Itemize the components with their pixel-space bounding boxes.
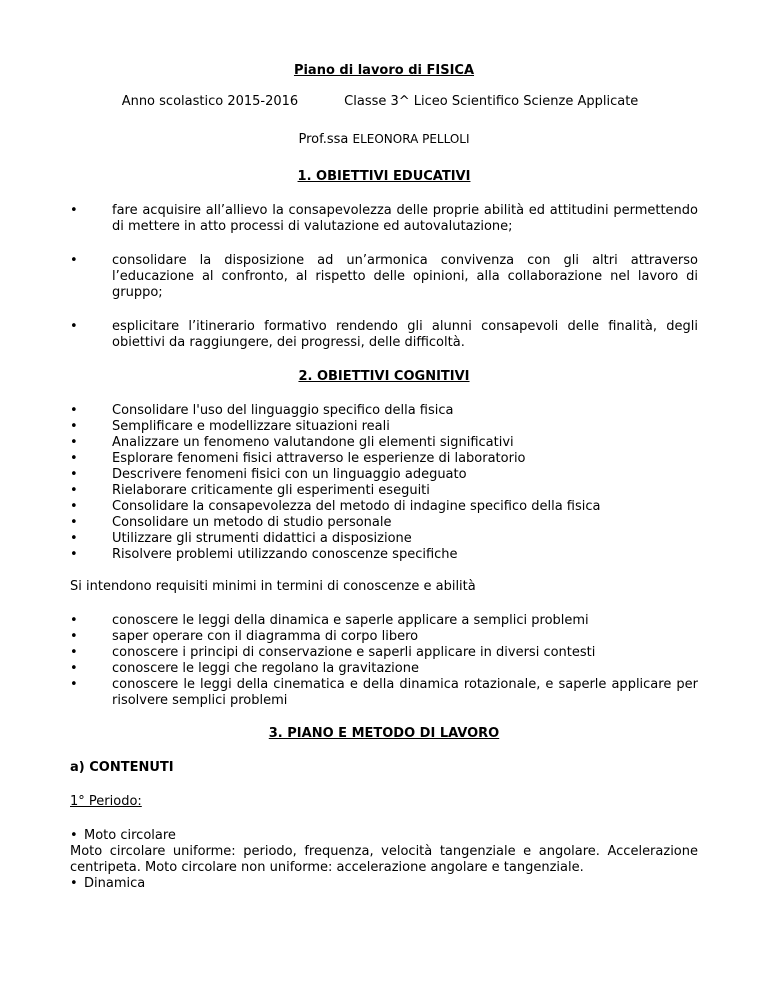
- school-year: Anno scolastico 2015-2016: [121, 94, 299, 109]
- list-item-text: Risolvere problemi utilizzando conoscenze specifiche: [112, 547, 458, 562]
- list-item: [70, 203, 698, 235]
- bullet-icon: •: [70, 499, 78, 514]
- list-item: [70, 547, 698, 563]
- bullet-icon: •: [70, 876, 78, 891]
- list-item-text: Consolidare un metodo di studio personale: [112, 515, 392, 530]
- list-item: [70, 435, 698, 451]
- list-item: [70, 403, 698, 419]
- list-item-text: conoscere le leggi che regolano la gravitazione: [112, 661, 419, 676]
- section-heading-obiettivi-cognitivi: 2. OBIETTIVI COGNITIVI: [298, 369, 470, 384]
- bullet-icon: •: [70, 419, 78, 434]
- list-item-text: Analizzare un fenomeno valutandone gli elementi significativi: [112, 435, 514, 450]
- list-item: [70, 499, 698, 515]
- subtitle-row: [70, 94, 698, 110]
- bullet-icon: •: [70, 319, 78, 334]
- obiettivi-cognitivi-list: [70, 403, 698, 563]
- list-item: [70, 629, 698, 645]
- obiettivi-educativi-list: [70, 203, 698, 351]
- list-item: [70, 515, 698, 531]
- bullet-icon: •: [70, 483, 78, 498]
- list-item: [70, 645, 698, 661]
- list-item: [70, 483, 698, 499]
- bullet-icon: •: [70, 531, 78, 546]
- bullet-icon: •: [70, 451, 78, 466]
- topic-label: Moto circolare: [84, 828, 176, 843]
- bullet-icon: •: [70, 677, 78, 692]
- bullet-icon: •: [70, 629, 78, 644]
- bullet-icon: •: [70, 645, 78, 660]
- list-item-text: saper operare con il diagramma di corpo libero: [112, 629, 419, 644]
- requisiti-list: [70, 613, 698, 709]
- bullet-icon: •: [70, 467, 78, 482]
- section-heading-piano-metodo: 3. PIANO E METODO DI LAVORO: [268, 726, 500, 741]
- list-item: [70, 419, 698, 435]
- list-item: [70, 451, 698, 467]
- list-item: [70, 613, 698, 629]
- list-item-text: conoscere le leggi della cinematica e della dinamica rotazionale, e saperle applicare per risolvere semplici problemi: [112, 677, 698, 708]
- bullet-icon: •: [70, 403, 78, 418]
- list-item-text: conoscere le leggi della dinamica e saperle applicare a semplici problemi: [112, 613, 589, 628]
- list-item: [70, 319, 698, 351]
- list-item-text: Consolidare l'uso del linguaggio specifico della fisica: [112, 403, 454, 418]
- bullet-icon: •: [70, 253, 78, 268]
- list-item: [70, 677, 698, 709]
- requisiti-intro: Si intendono requisiti minimi in termini di conoscenze e abilità: [70, 579, 476, 594]
- bullet-icon: •: [70, 828, 78, 843]
- bullet-icon: •: [70, 547, 78, 562]
- period-label: 1° Periodo:: [70, 794, 142, 809]
- list-item-text: esplicitare l’itinerario formativo rendendo gli alunni consapevoli delle finalità, degli obiettivi da raggiungere, dei progressi, delle difficoltà.: [112, 319, 698, 350]
- bullet-icon: •: [70, 435, 78, 450]
- list-item-text: Rielaborare criticamente gli esperimenti eseguiti: [112, 483, 430, 498]
- class-info: Classe 3^ Liceo Scientifico Scienze Applicate: [344, 94, 639, 109]
- list-item-text: conoscere i principi di conservazione e saperli applicare in diversi contesti: [112, 645, 596, 660]
- bullet-icon: •: [70, 203, 78, 218]
- contenuti-heading: a) CONTENUTI: [70, 760, 174, 775]
- bullet-icon: •: [70, 613, 78, 628]
- list-item-text: Consolidare la consapevolezza del metodo di indagine specifico della fisica: [112, 499, 601, 514]
- document-title: Piano di lavoro di FISICA: [293, 63, 475, 78]
- professor-prefix: Prof.ssa: [298, 132, 349, 147]
- list-item-text: consolidare la disposizione ad un’armonica convivenza con gli altri attraverso l’educazione al confronto, al rispetto delle opinioni, alla collaborazione nel lavoro di gruppo;: [112, 253, 698, 300]
- professor-name: ELEONORA PELLOLI: [352, 132, 470, 146]
- list-item-text: Descrivere fenomeni fisici con un linguaggio adeguato: [112, 467, 467, 482]
- list-item-text: Esplorare fenomeni fisici attraverso le esperienze di laboratorio: [112, 451, 526, 466]
- topic-moto-circolare: [70, 828, 698, 844]
- section-heading-obiettivi-educativi: 1. OBIETTIVI EDUCATIVI: [297, 169, 471, 184]
- list-item-text: Utilizzare gli strumenti didattici a disposizione: [112, 531, 412, 546]
- topic-dinamica: [70, 876, 698, 892]
- professor-line: [70, 131, 698, 148]
- topic-moto-circolare-text: Moto circolare uniforme: periodo, frequenza, velocità tangenziale e angolare. Accelerazione centripeta. Moto circolare non uniforme: accelerazione angolare e tangenziale.: [70, 844, 698, 875]
- bullet-icon: •: [70, 515, 78, 530]
- list-item: [70, 661, 698, 677]
- topic-label: Dinamica: [84, 876, 146, 891]
- list-item: [70, 531, 698, 547]
- list-item-text: Semplificare e modellizzare situazioni reali: [112, 419, 390, 434]
- list-item: [70, 253, 698, 301]
- list-item-text: fare acquisire all’allievo la consapevolezza delle proprie abilità ed attitudini permettendo di mettere in atto processi di valutazione ed autovalutazione;: [112, 203, 698, 234]
- list-item: [70, 467, 698, 483]
- bullet-icon: •: [70, 661, 78, 676]
